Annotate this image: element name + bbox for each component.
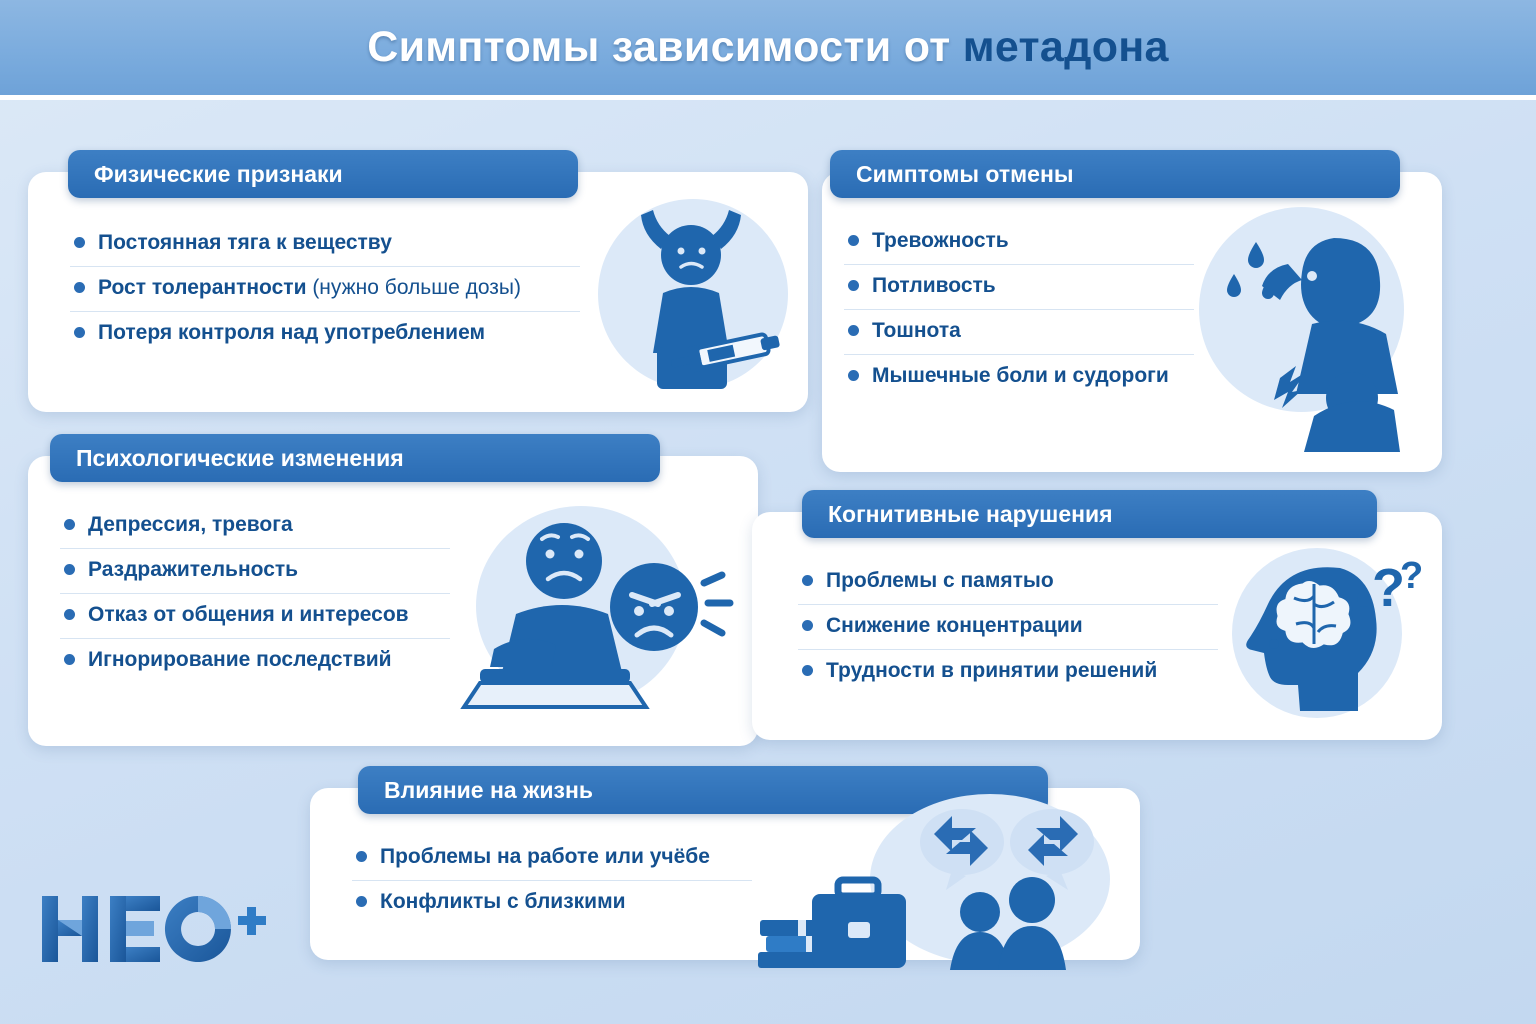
card-psychological-changes-title: Психологические изменения <box>76 444 404 471</box>
card-life-impact-list <box>352 836 752 925</box>
list-item <box>60 639 450 683</box>
list-item <box>798 605 1218 650</box>
card-cognitive-impairment-header <box>802 490 1377 538</box>
list-item-label: Мышечные боли и судороги <box>872 364 1169 388</box>
bullet-icon <box>802 575 813 586</box>
list-item <box>798 650 1218 694</box>
card-cognitive-impairment <box>752 500 1442 740</box>
card-life-impact <box>310 776 1140 960</box>
bullet-icon <box>74 282 85 293</box>
list-item-label: Трудности в принятии решений <box>826 659 1158 683</box>
sad-and-angry-faces-icon <box>446 496 746 726</box>
card-life-impact-title: Влияние на жизнь <box>384 776 593 803</box>
list-item <box>60 594 450 639</box>
card-withdrawal-symptoms-header <box>830 150 1400 198</box>
bullet-icon <box>74 237 85 248</box>
head-brain-question-icon <box>1222 540 1432 730</box>
list-item <box>70 312 580 356</box>
list-item-label: Постоянная тяга к веществу <box>98 231 392 254</box>
card-physical-signs <box>28 160 808 412</box>
list-item-note: (нужно больше дозы) <box>312 276 522 300</box>
list-item-label: Рост толерантности <box>98 276 313 300</box>
list-item-label: Конфликты с близкими <box>380 890 626 914</box>
list-item-label: Потливость <box>872 274 996 298</box>
bullet-icon <box>64 564 75 575</box>
sweating-person-nausea-icon <box>1184 202 1434 452</box>
bullet-icon <box>356 896 367 907</box>
list-item-label: Проблемы на работе или учёбе <box>380 845 710 868</box>
card-physical-signs-header <box>68 150 578 198</box>
page-title <box>367 23 1169 72</box>
bullet-icon <box>848 235 859 246</box>
bullet-icon <box>64 609 75 620</box>
list-item <box>60 504 450 549</box>
list-item <box>70 267 580 312</box>
bullet-icon <box>802 620 813 631</box>
list-item <box>844 265 1194 310</box>
bullet-icon <box>64 519 75 530</box>
card-cognitive-impairment-title: Когнитивные нарушения <box>828 500 1113 527</box>
briefcase-books-conflict-icon <box>740 794 1120 974</box>
list-item-label: Тревожность <box>872 229 1009 252</box>
card-withdrawal-symptoms-title: Симптомы отмены <box>856 160 1074 187</box>
svg-text:?: ? <box>1372 558 1405 618</box>
list-item-label: Раздражительность <box>88 558 299 582</box>
page-header <box>0 0 1536 100</box>
list-item-label: Проблемы с памятыо <box>826 569 1054 592</box>
brand-logo <box>38 890 268 970</box>
list-item <box>352 836 752 881</box>
bullet-icon <box>64 654 75 665</box>
bullet-icon <box>848 325 859 336</box>
list-item-label: Отказ от общения и интересов <box>88 603 409 627</box>
page-title-main: Симптомы зависимости от <box>367 23 963 71</box>
bullet-icon <box>356 851 367 862</box>
list-item-label: Игнорирование последствий <box>88 648 392 672</box>
bullet-icon <box>74 327 85 338</box>
card-psychological-changes-header <box>50 434 660 482</box>
card-cognitive-impairment-list <box>798 560 1218 694</box>
card-withdrawal-symptoms <box>822 160 1442 472</box>
card-physical-signs-title: Физические признаки <box>94 160 343 187</box>
list-item <box>60 549 450 594</box>
bullet-icon <box>848 370 859 381</box>
list-item <box>352 881 752 925</box>
list-item-label: Потеря контроля над употреблением <box>98 321 486 345</box>
page-title-accent: метадона <box>962 23 1169 71</box>
bullet-icon <box>802 665 813 676</box>
card-psychological-changes <box>28 444 758 746</box>
list-item <box>70 222 580 267</box>
card-physical-signs-list <box>70 222 580 356</box>
list-item <box>798 560 1218 605</box>
list-item <box>844 310 1194 355</box>
list-item <box>844 220 1194 265</box>
list-item <box>844 355 1194 399</box>
card-psychological-changes-list <box>60 504 450 684</box>
person-headache-syringe-icon <box>588 194 798 394</box>
svg-text:?: ? <box>1400 555 1424 597</box>
card-withdrawal-symptoms-list <box>844 220 1194 400</box>
bullet-icon <box>848 280 859 291</box>
list-item-label: Снижение концентрации <box>826 614 1083 638</box>
list-item-label: Тошнота <box>872 319 961 343</box>
list-item-label: Депрессия, тревога <box>88 513 293 536</box>
